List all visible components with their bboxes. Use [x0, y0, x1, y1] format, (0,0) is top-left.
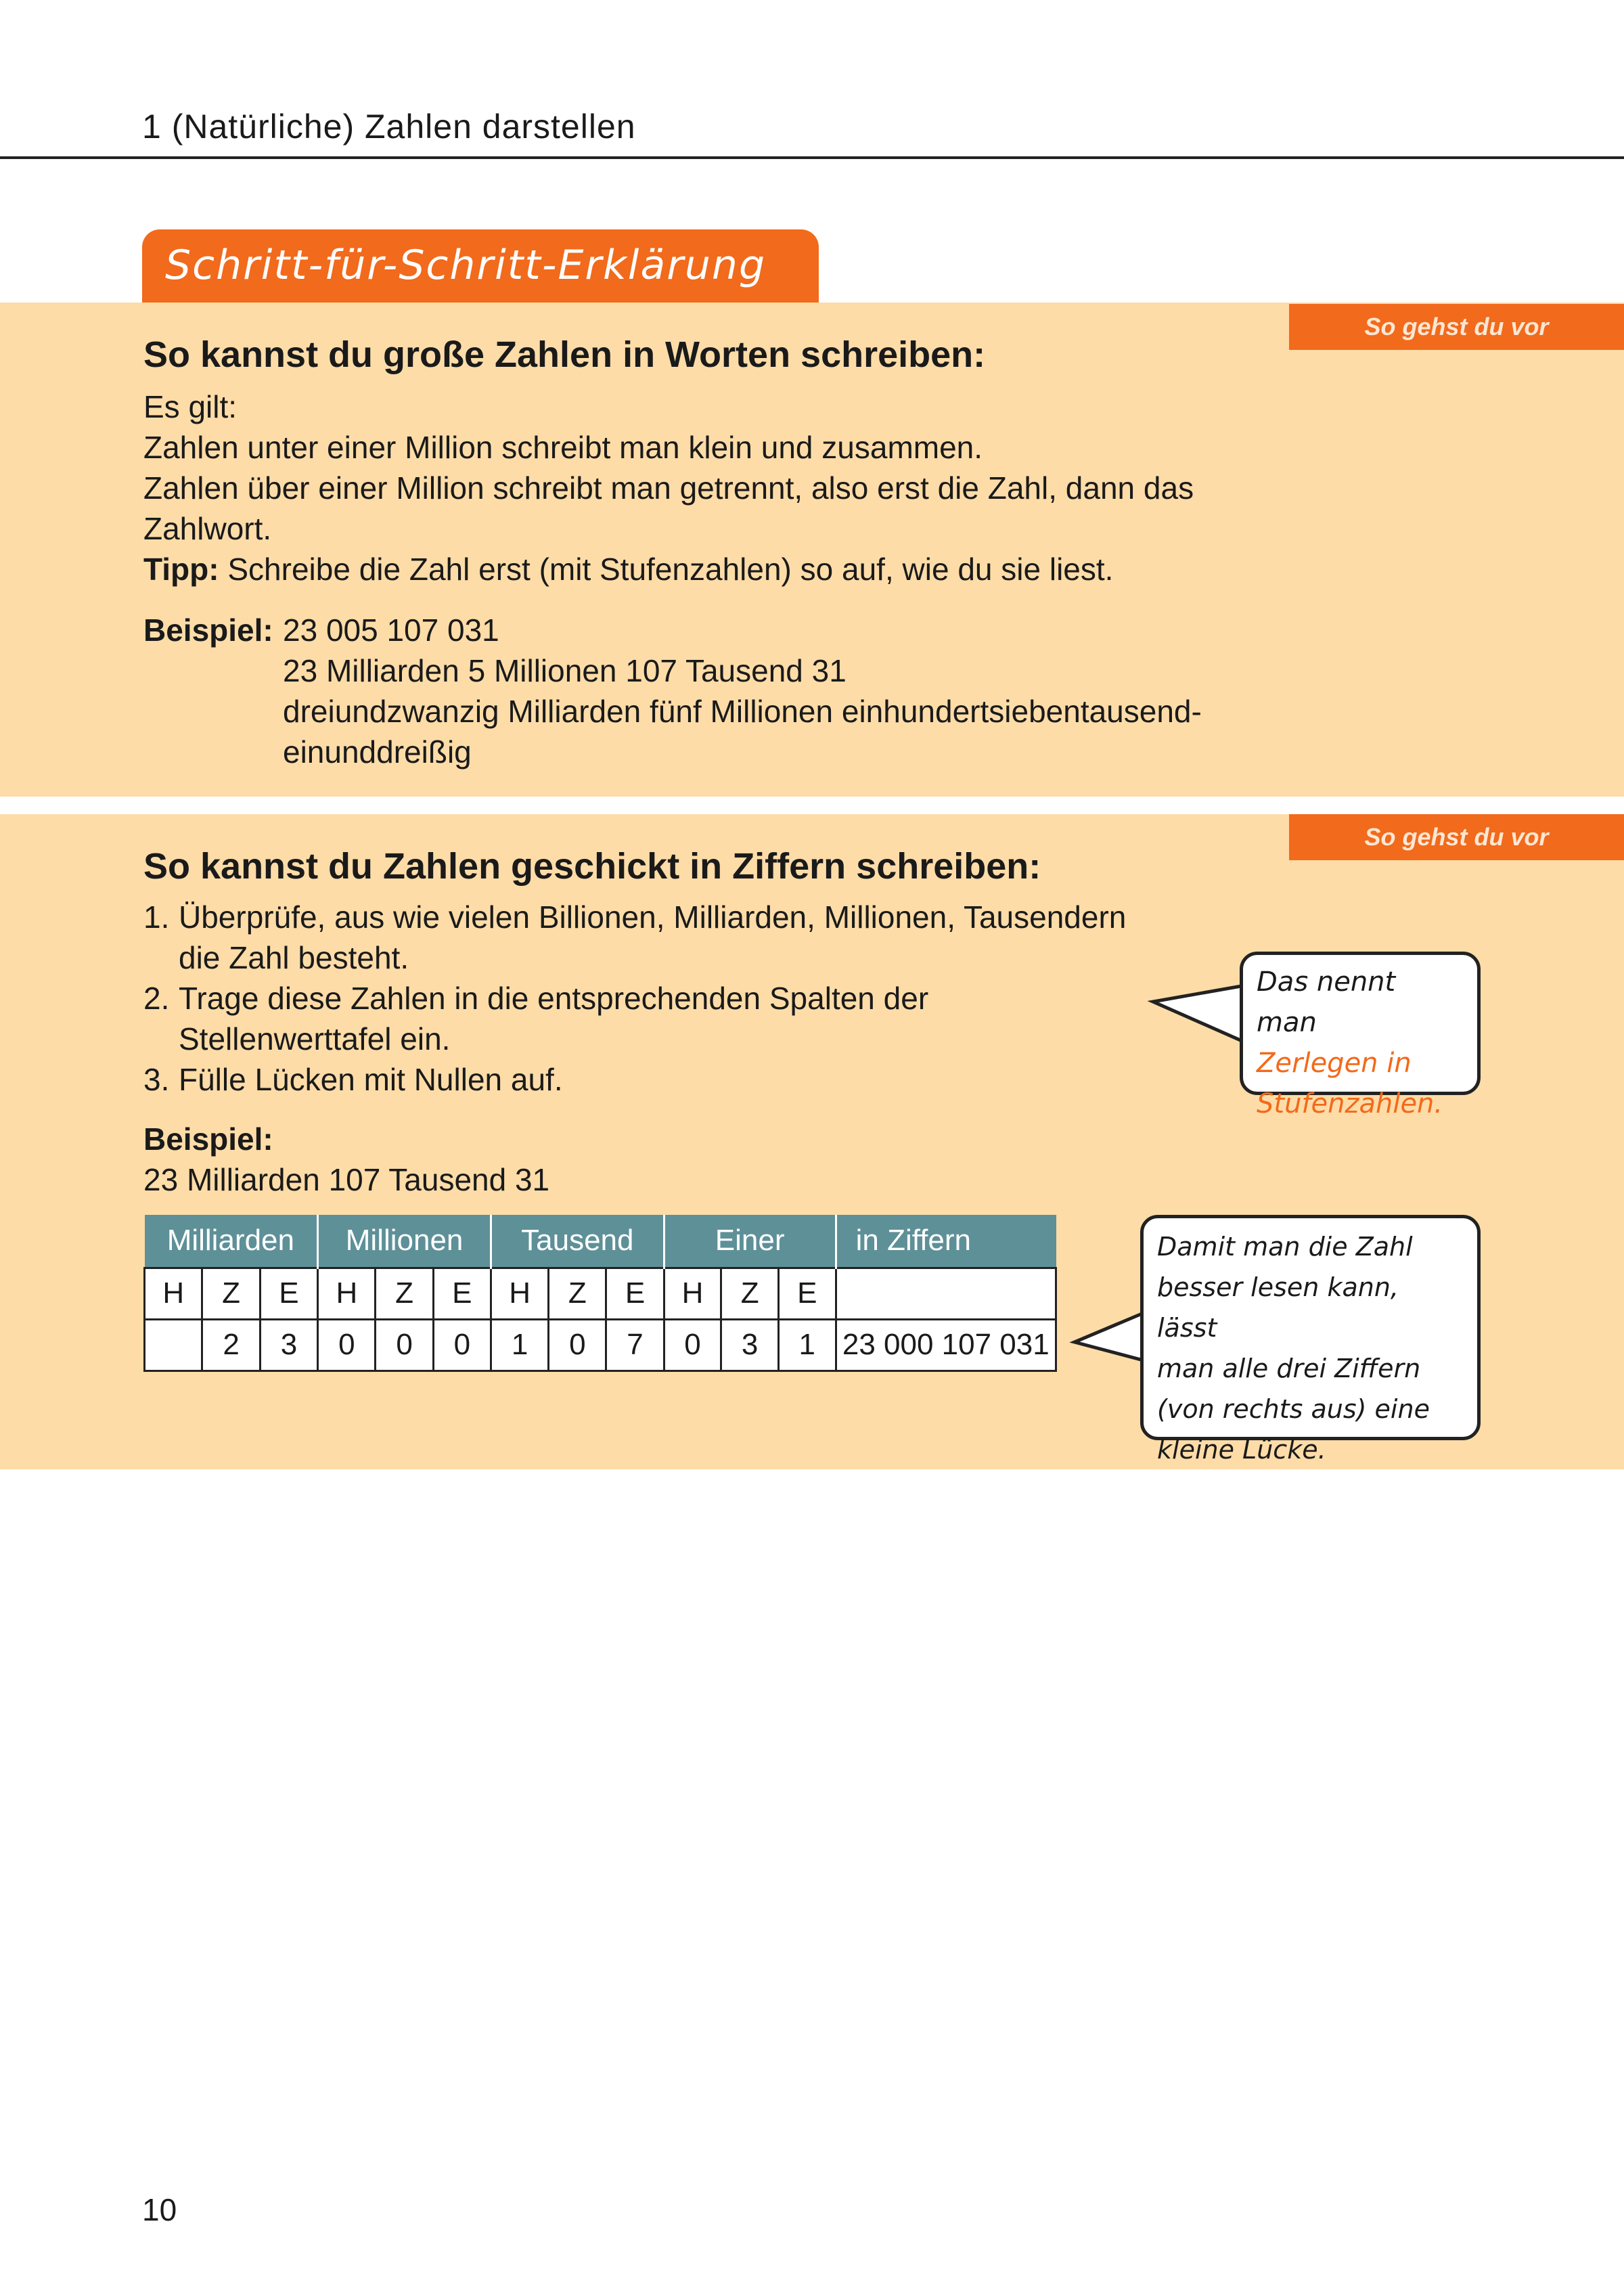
step-text-line: Stellenwerttafel ein.: [179, 1021, 451, 1056]
digit-cell: 7: [606, 1319, 664, 1371]
place-cell: H: [145, 1268, 202, 1319]
section-heading: So kannst du große Zahlen in Worten schreiben:: [143, 334, 986, 375]
col-group-header: Einer: [664, 1215, 836, 1268]
text-line: Zahlen unter einer Million schreibt man klein und zusammen.: [143, 430, 983, 465]
place-cell: H: [318, 1268, 376, 1319]
digit-cell: 3: [260, 1319, 317, 1371]
text-line: Zahlwort.: [143, 511, 272, 546]
place-cell: E: [778, 1268, 836, 1319]
digit-cell: 3: [721, 1319, 779, 1371]
bubble-tail: [1075, 1313, 1144, 1360]
speech-bubble-luecke: [1140, 1215, 1481, 1465]
step-number: 1.: [143, 899, 170, 935]
text-line: Es gilt:: [143, 389, 238, 424]
text-line: 23 Milliarden 5 Millionen 107 Tausend 31: [283, 653, 847, 688]
place-cell: H: [491, 1268, 549, 1319]
digit-cell: 23 000 107 031: [836, 1319, 1056, 1371]
bubble-tail: [1153, 985, 1245, 1042]
bubble-line: Das nennt man: [1257, 966, 1396, 1038]
digit-cell: 0: [376, 1319, 433, 1371]
bubble-line: kleine Lücke.: [1157, 1435, 1326, 1465]
step-number: 2.: [143, 981, 170, 1016]
col-group-header: Milliarden: [145, 1215, 318, 1268]
chapter-title: 1 (Natürliche) Zahlen darstellen: [142, 108, 636, 146]
place-cell: H: [664, 1268, 721, 1319]
digit-cell: 0: [664, 1319, 721, 1371]
so-gehst-du-vor-tag: So gehst du vor: [1289, 814, 1624, 860]
col-group-header: in Ziffern: [836, 1215, 1056, 1268]
bubble-line: besser lesen kann, lässt: [1157, 1272, 1399, 1343]
page-number: 10: [142, 2192, 177, 2227]
digit-cell: 0: [433, 1319, 491, 1371]
text-line: Zahlen über einer Million schreibt man getrennt, also erst die Zahl, dann das: [143, 470, 1194, 506]
step-text: Fülle Lücken mit Nullen auf.: [179, 1062, 563, 1097]
tipp-text: Schreibe die Zahl erst (mit Stufenzahlen) so auf, wie du sie liest.: [227, 552, 1114, 587]
beispiel-label: Beispiel:: [143, 1121, 273, 1157]
speech-bubble-zerlegen: [1240, 952, 1481, 1119]
digit-cell: 2: [202, 1319, 260, 1371]
section-tab-title: Schritt-für-Schritt-Erklärung: [142, 229, 819, 304]
bubble-line: man alle drei Ziffern: [1157, 1354, 1421, 1383]
step-number: 3.: [143, 1062, 170, 1097]
beispiel-label: Beispiel:: [143, 613, 273, 648]
step-text-line: Überprüfe, aus wie vielen Billionen, Milliarden, Millionen, Tausendern: [179, 899, 1127, 935]
text-line: dreiundzwanzig Milliarden fünf Millionen einhundertsiebentausend-: [283, 694, 1202, 729]
digit-cell: 1: [778, 1319, 836, 1371]
col-group-header: Millionen: [318, 1215, 491, 1268]
col-group-header: Tausend: [491, 1215, 664, 1268]
beispiel-text: 23 Milliarden 107 Tausend 31: [143, 1162, 550, 1197]
section-heading: So kannst du Zahlen geschickt in Ziffern schreiben:: [143, 846, 1041, 887]
place-cell: Z: [721, 1268, 779, 1319]
place-cell: Z: [376, 1268, 433, 1319]
bubble-line-highlight: Zerlegen in: [1257, 1048, 1412, 1079]
text-line: einunddreißig: [283, 734, 472, 770]
bubble-line: Damit man die Zahl: [1157, 1232, 1413, 1262]
place-cell: E: [433, 1268, 491, 1319]
digit-cell: 1: [491, 1319, 549, 1371]
bubble-line: (von rechts aus) eine: [1157, 1394, 1430, 1424]
text-line: 23 005 107 031: [283, 613, 499, 648]
place-cell: Z: [549, 1268, 606, 1319]
tipp-label: Tipp:: [143, 552, 219, 587]
bubble-line-highlight: Stufenzahlen.: [1257, 1088, 1443, 1119]
place-cell: E: [606, 1268, 664, 1319]
digit-cell: 0: [549, 1319, 606, 1371]
step-text-line: Trage diese Zahlen in die entsprechenden Spalten der: [179, 981, 929, 1016]
step-text-line: die Zahl besteht.: [179, 940, 409, 975]
place-cell: Z: [202, 1268, 260, 1319]
so-gehst-du-vor-tag: So gehst du vor: [1289, 304, 1624, 350]
digit-cell: 0: [318, 1319, 376, 1371]
place-cell: E: [260, 1268, 317, 1319]
